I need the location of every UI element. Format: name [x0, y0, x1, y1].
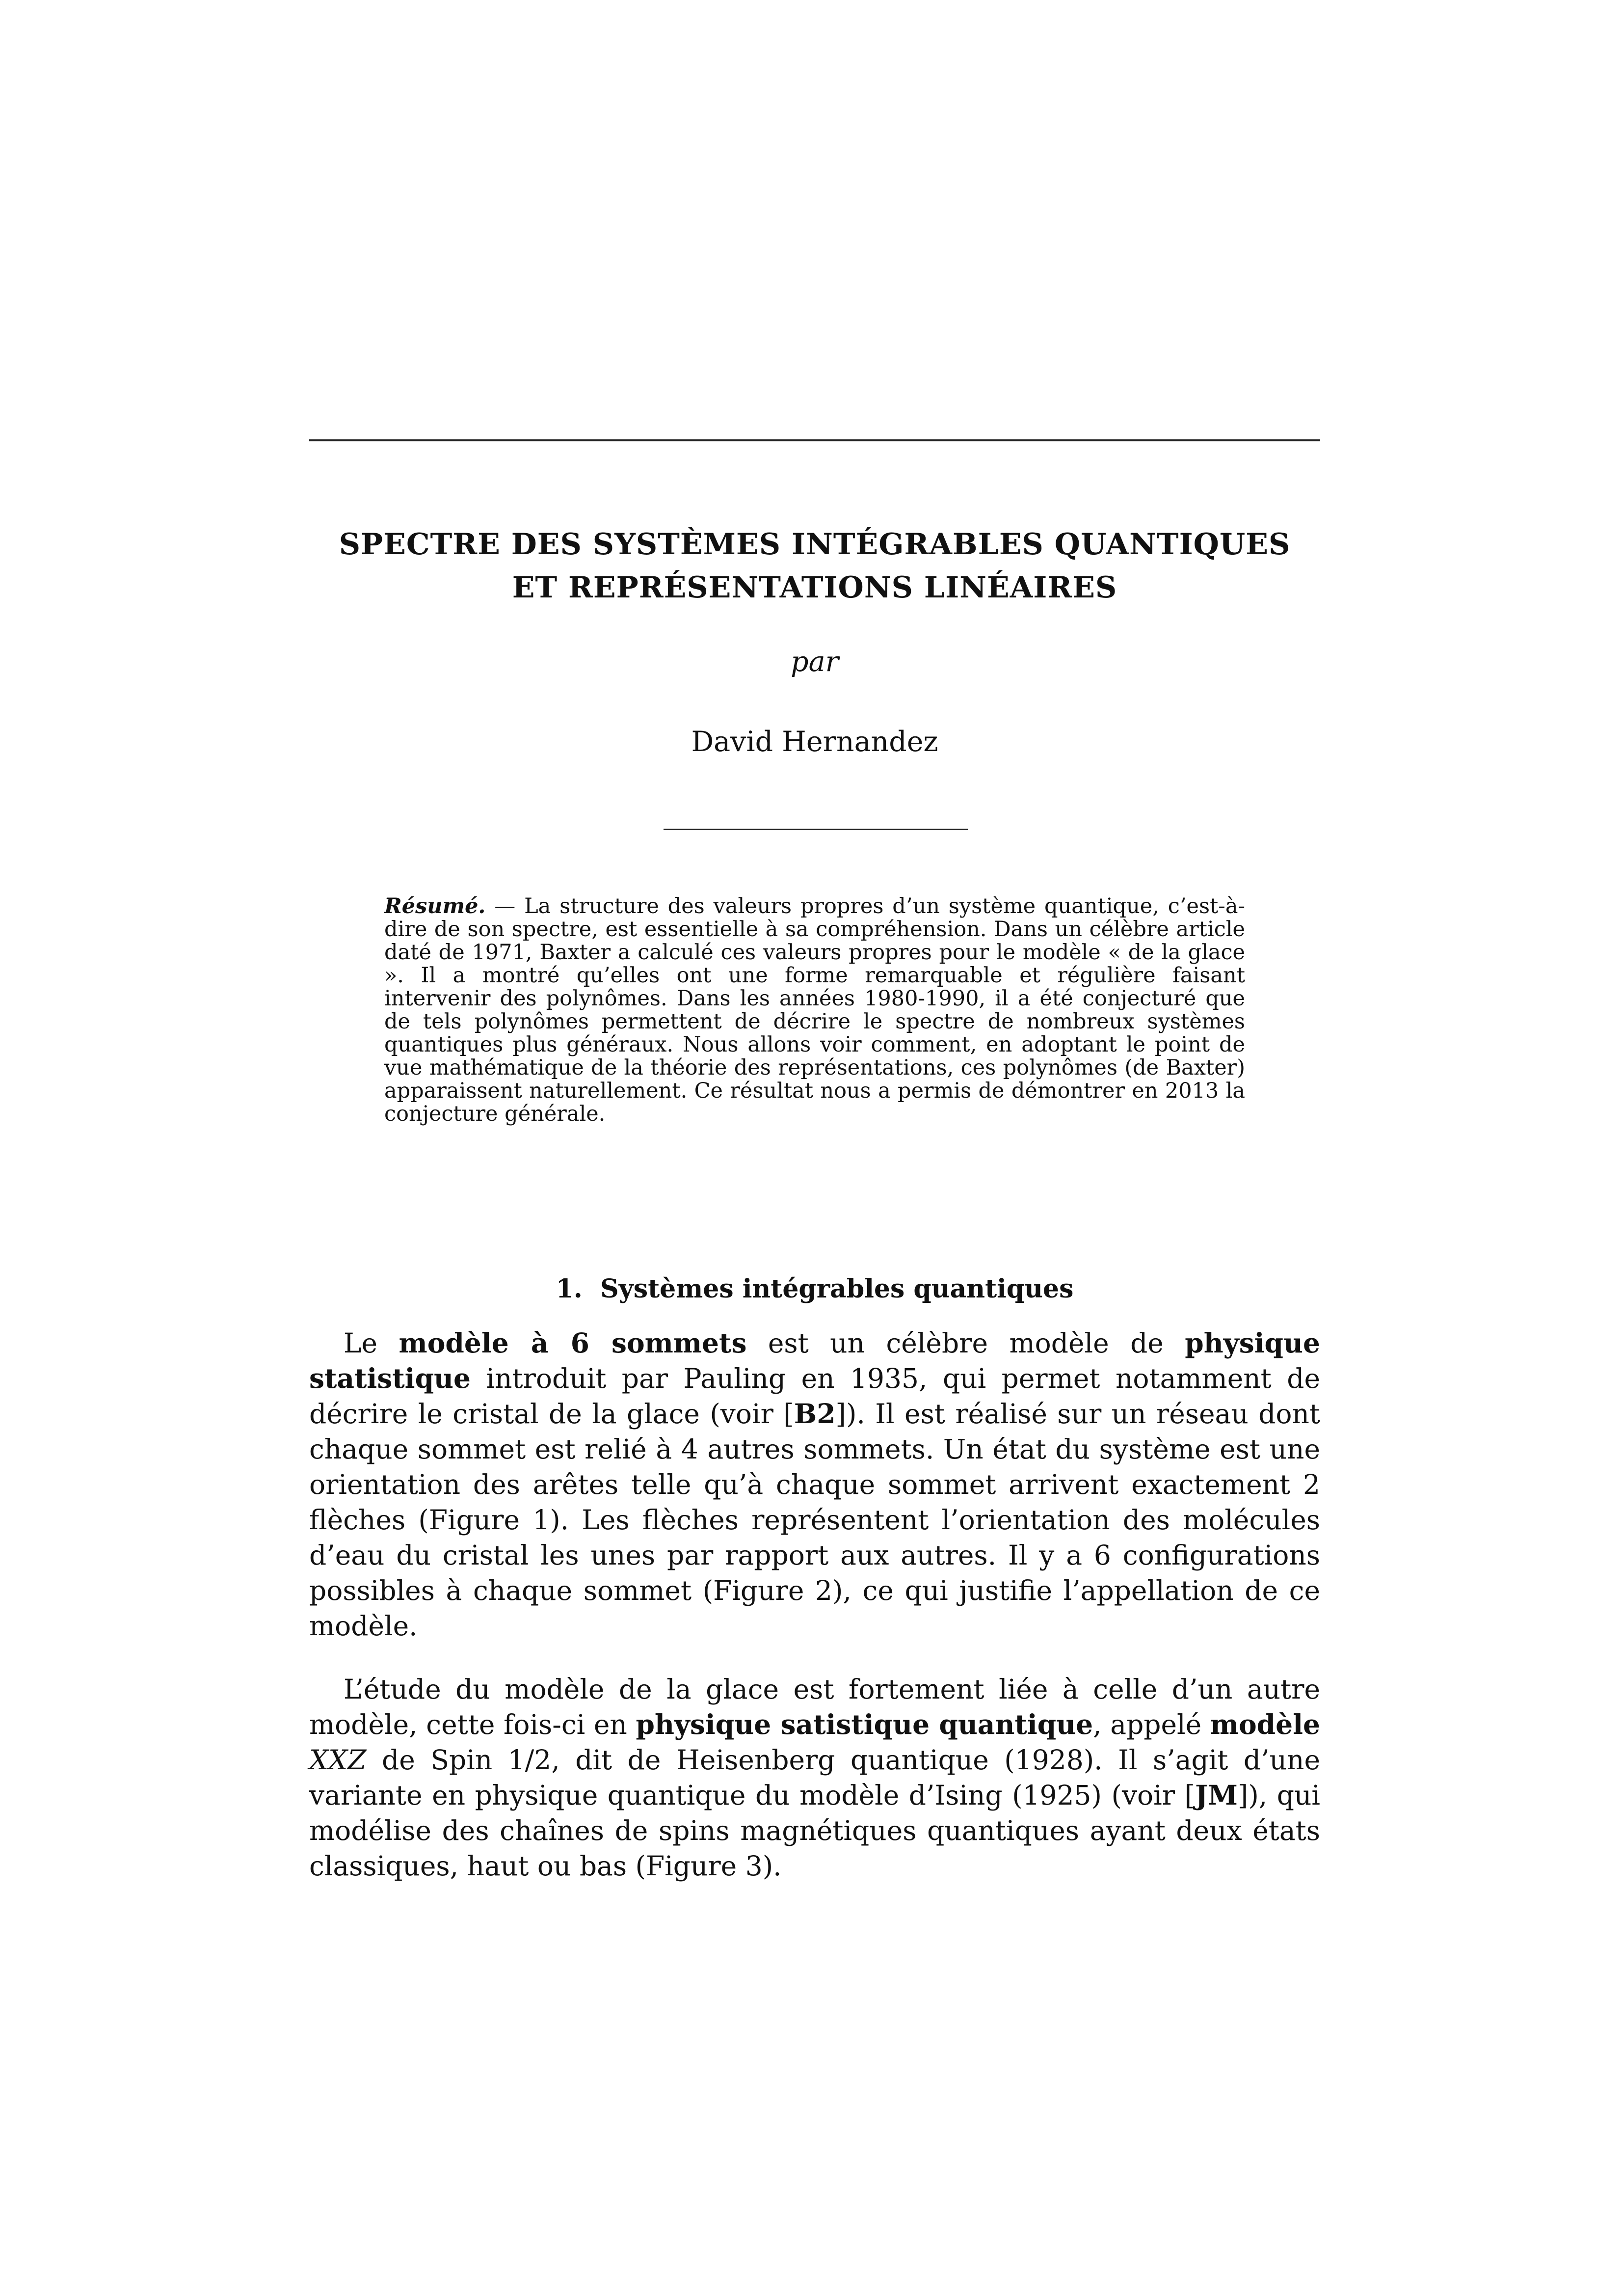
- paragraph-2-text-3: de Spin 1/2, dit de Heisenberg quantique (1928). Il s’agit d’une variante en physique quantique du modèle d’Ising (1925) (voir [: [309, 1744, 1320, 1811]
- paragraph-2-text-1: L’étude du modèle de la glace est fortement liée à celle d’un autre modèle, cette fois-ci en: [309, 1674, 1320, 1740]
- title-separator-rule: [664, 829, 968, 830]
- term-model: modèle: [1210, 1708, 1321, 1740]
- abstract-dash: —: [485, 894, 525, 918]
- author-name: David Hernandez: [691, 726, 938, 758]
- abstract: [384, 895, 1245, 1126]
- title-line-2: ET REPRÉSENTATIONS LINÉAIRES: [512, 570, 1117, 605]
- section-title: Systèmes intégrables quantiques: [600, 1274, 1074, 1304]
- byline-par: par: [791, 646, 839, 678]
- paragraph-1-text-3: introduit par Pauling en 1935, qui permet notamment de décrire le cristal de la glace (voir [: [309, 1363, 1320, 1430]
- math-xxz: XXZ: [309, 1744, 367, 1776]
- citation-b2[interactable]: B2: [794, 1398, 836, 1430]
- paragraph-1-text-2: est un célèbre modèle de: [746, 1327, 1185, 1359]
- top-rule: [309, 439, 1320, 441]
- paragraph-2-text-4: ]), qui modélise des chaînes de spins magnétiques quantiques ayant deux états classiques, haut ou bas (Figure 3).: [309, 1780, 1320, 1882]
- term-statistical-physics: physique statistique: [309, 1327, 1320, 1394]
- citation-jm[interactable]: JM: [1195, 1779, 1238, 1811]
- term-quantum-statistical-physics: physique satistique quantique: [636, 1708, 1093, 1740]
- abstract-label: Résumé.: [384, 894, 486, 918]
- paragraph-2-text-2: , appelé: [1093, 1709, 1210, 1740]
- paragraph-1: [309, 1325, 1320, 1644]
- abstract-text: La structure des valeurs propres d’un système quantique, c’est-à-dire de son spectre, est essentielle à sa compréhension. Dans un célèbre article daté de 1971, Baxter a calculé ces valeurs propres pour le modèle « de la glace ». Il a montré qu’elles ont une forme remarquable et régulière faisant intervenir des polynômes. Dans les années 1980-1990, il a été conjecturé que de tels polynômes permettent de décrire le spectre de nombreux systèmes quantiques plus généraux. Nous allons voir comment, en adoptant le point de vue mathématique de la théorie des représentations, ces polynômes (de Baxter) apparaissent naturellement. Ce résultat nous a permis de démontrer en 2013 la conjecture générale.: [384, 894, 1245, 1126]
- title-line-1: SPECTRE DES SYSTÈMES INTÉGRABLES QUANTIQUES: [339, 527, 1291, 562]
- section-number: 1.: [556, 1274, 583, 1304]
- term-six-vertex-model: modèle à 6 sommets: [399, 1327, 747, 1359]
- paragraph-1-text-4: ]). Il est réalisé sur un réseau dont chaque sommet est relié à 4 autres sommets. Un état du système est une orientation des arêtes telle qu’à chaque sommet arrivent exactement 2 flèches (Figure 1). Les flèches représentent l’orientation des molécules d’eau du cristal les unes par rapport aux autres. Il y a 6 configurations possibles à chaque sommet (Figure 2), ce qui justifie l’appellation de ce modèle.: [309, 1398, 1320, 1642]
- paragraph-1-text-1: Le: [344, 1327, 399, 1359]
- paper-title: [309, 523, 1320, 609]
- section-heading: [309, 1274, 1320, 1304]
- paragraph-2: [309, 1672, 1320, 1884]
